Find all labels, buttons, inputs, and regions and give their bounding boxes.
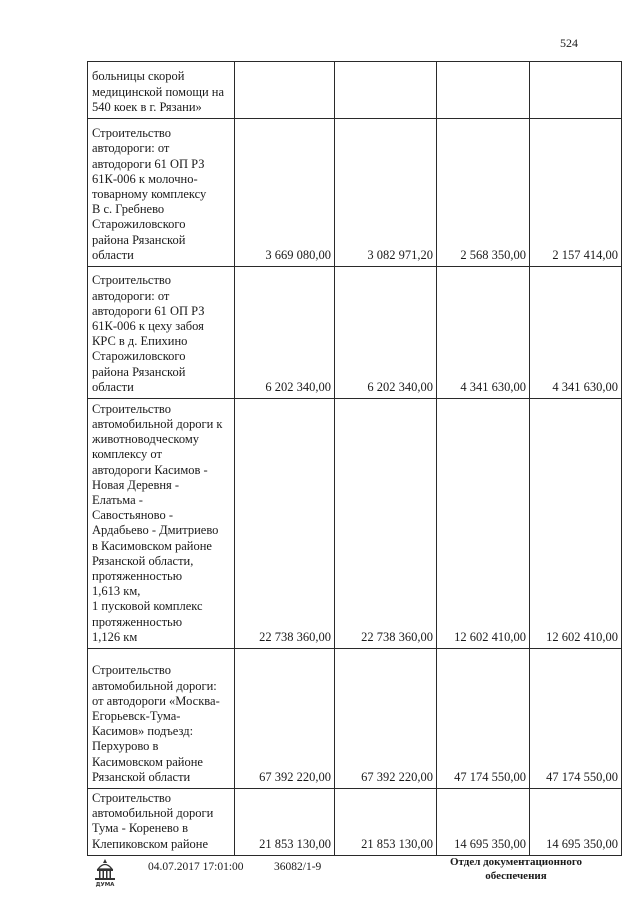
description-line: 61К-006 к молочно-: [92, 171, 198, 186]
footer-reg-number: 36082/1-9: [274, 861, 322, 873]
amount-cell: [235, 62, 335, 119]
description-line: 1 пусковой комплекс: [92, 599, 203, 614]
amount-cell: 12 602 410,00: [437, 399, 530, 649]
description-line: автодороги: от: [92, 141, 170, 156]
amount-cell: 14 695 350,00: [437, 789, 530, 856]
description-line: Касимов» подъезд:: [92, 724, 194, 739]
description-line: товарному комплексу: [92, 186, 207, 201]
table-row: [88, 649, 622, 789]
description-line: протяженностью: [92, 568, 183, 583]
description-line: от автодороги «Москва-: [92, 693, 220, 708]
description-line: Строительство: [92, 273, 172, 288]
description-line: района Рязанской: [92, 232, 186, 247]
amount-cell: 3 082 971,20: [335, 119, 437, 267]
row-description: [88, 267, 235, 399]
table-row: [88, 399, 622, 649]
description-line: Старожиловского: [92, 217, 186, 232]
amount-cell: 47 174 550,00: [437, 649, 530, 789]
amount-cell: 12 602 410,00: [530, 399, 622, 649]
amount-cell: 4 341 630,00: [437, 267, 530, 399]
row-description: [88, 649, 235, 789]
budget-table: [87, 61, 622, 856]
footer-department-line: Отдел документационного: [449, 856, 583, 868]
amount-cell: 67 392 220,00: [235, 649, 335, 789]
description-line: Строительство: [92, 401, 172, 416]
footer-date: 04.07.2017 17:01:00: [148, 861, 244, 873]
description-line: Ардабьево - Дмитриево: [92, 523, 219, 538]
amount-cell: [335, 62, 437, 119]
amount-cell: 21 853 130,00: [335, 789, 437, 856]
description-line: автодороги Касимов -: [92, 462, 208, 477]
description-line: Тума - Коренево в: [92, 821, 188, 836]
document-footer: [0, 851, 640, 905]
description-line: КРС в д. Епихино: [92, 334, 188, 349]
description-line: Егорьевск-Тума-: [92, 708, 181, 723]
page-number: 524: [560, 36, 578, 50]
footer-department-line: обеспечения: [485, 870, 547, 882]
description-line: автодороги 61 ОП РЗ: [92, 303, 205, 318]
description-line: комплексу от: [92, 447, 162, 462]
amount-cell: 4 341 630,00: [530, 267, 622, 399]
description-line: области: [92, 247, 134, 262]
description-line: Старожиловского: [92, 349, 186, 364]
description-line: Строительство: [92, 126, 172, 141]
row-description: [88, 62, 235, 119]
table-row: [88, 789, 622, 856]
description-line: автомобильной дороги к: [92, 416, 223, 431]
amount-cell: 6 202 340,00: [335, 267, 437, 399]
description-line: В с. Гребнево: [92, 202, 165, 217]
description-line: Строительство: [92, 663, 172, 678]
amount-cell: 14 695 350,00: [530, 789, 622, 856]
amount-cell: 21 853 130,00: [235, 789, 335, 856]
amount-cell: [530, 62, 622, 119]
amount-cell: 67 392 220,00: [335, 649, 437, 789]
description-line: 1,126 км: [92, 629, 138, 644]
description-line: района Рязанской: [92, 364, 186, 379]
description-line: 540 коек в г. Рязани»: [92, 99, 202, 114]
description-line: автомобильной дороги:: [92, 678, 217, 693]
footer-department: [436, 855, 596, 883]
description-line: Касимовском районе: [92, 754, 203, 769]
description-line: Перхурово в: [92, 739, 159, 754]
description-line: автодороги: от: [92, 288, 170, 303]
table-row: [88, 267, 622, 399]
description-line: протяженностью: [92, 614, 183, 629]
table-row: [88, 62, 622, 119]
description-line: Новая Деревня -: [92, 477, 180, 492]
row-description: [88, 399, 235, 649]
description-line: больницы скорой: [92, 69, 185, 84]
table-row: [88, 119, 622, 267]
description-line: Савостьяново -: [92, 508, 174, 523]
amount-cell: 6 202 340,00: [235, 267, 335, 399]
amount-cell: 22 738 360,00: [235, 399, 335, 649]
description-line: Елатьма -: [92, 492, 143, 507]
description-line: Клепиковском районе: [92, 836, 209, 851]
duma-logo-icon: [92, 857, 118, 887]
description-line: области: [92, 379, 134, 394]
amount-cell: 3 669 080,00: [235, 119, 335, 267]
description-line: 61К-006 к цеху забоя: [92, 318, 204, 333]
amount-cell: 22 738 360,00: [335, 399, 437, 649]
amount-cell: 2 568 350,00: [437, 119, 530, 267]
description-line: автодороги 61 ОП РЗ: [92, 156, 205, 171]
row-description: [88, 789, 235, 856]
description-line: 1,613 км,: [92, 584, 141, 599]
description-line: Строительство: [92, 791, 172, 805]
row-description: [88, 119, 235, 267]
description-line: автомобильной дороги: [92, 806, 214, 821]
amount-cell: 2 157 414,00: [530, 119, 622, 267]
description-line: Рязанской области,: [92, 553, 194, 568]
description-line: медицинской помощи на: [92, 84, 225, 99]
description-line: в Касимовском районе: [92, 538, 212, 553]
logo-text: ДУМА: [95, 882, 115, 887]
amount-cell: [437, 62, 530, 119]
description-line: животноводческому: [92, 432, 200, 447]
description-line: Рязанской области: [92, 769, 191, 784]
amount-cell: 47 174 550,00: [530, 649, 622, 789]
